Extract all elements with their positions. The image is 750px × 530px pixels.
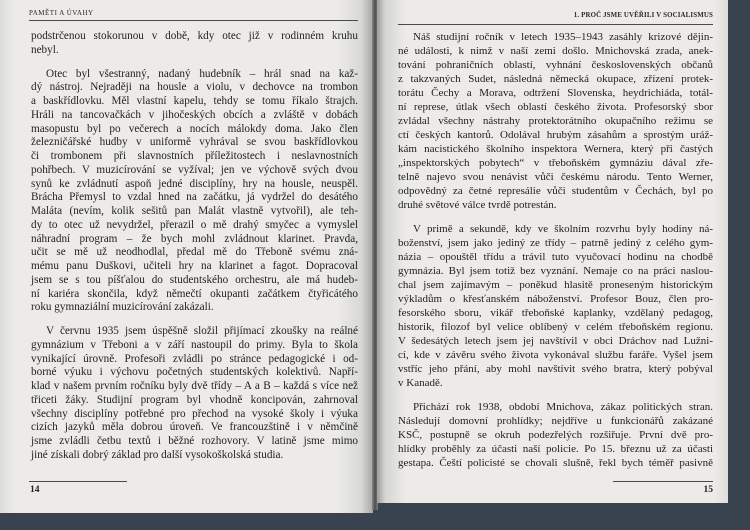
- text-line: názia – opouštěl třídu a trávil tuto vyučovací hodinu na chodbě: [398, 251, 713, 263]
- text-line: mému panu Duškovi, učiteli hry na klarinet a fagot. Dopracoval: [31, 260, 358, 272]
- header-rule: [29, 20, 358, 21]
- paragraph: [398, 400, 713, 470]
- paragraph: [31, 325, 358, 463]
- text-line: zvládal všechny nástrahy protektorátního okupačního režimu se: [398, 115, 713, 127]
- text-line: Maláta (nevím, kolik sešitů pan Malát vlastně vytvořil), ale teh-: [31, 205, 358, 217]
- text-line: jsem se s tou píšťalou do studentského orchestru, ale má hudeb-: [31, 273, 358, 286]
- text-line: ní kariéra skončila, když němečtí okupanti začátkem čtyřicátého: [31, 287, 358, 300]
- footer-rule: [29, 481, 127, 482]
- running-head: PAMĚTI A ÚVAHY: [29, 9, 94, 17]
- text-line: borné výuku i výchovu početných studentských kolektivů. Napří-: [31, 366, 358, 379]
- text-line: né události, k nimž v naší zemi došlo. Mnichovská zrada, anek-: [398, 45, 713, 57]
- text-line: náhradní program – že bych mohl zvládnout klarinet. Pravda,: [31, 232, 358, 245]
- text-line: telně najevo svou nenávist vůči českému národu. Tento Werner,: [398, 171, 713, 183]
- text-line: chal jsem zajímavým – poněkud hlasitě proneseným historickým: [398, 279, 713, 291]
- footer-rule: [613, 481, 713, 482]
- text-line: V červnu 1935 jsem úspěšně složil přijímací zkoušky na reálné: [46, 325, 358, 337]
- paragraph: [31, 30, 358, 58]
- page-number: 15: [703, 485, 713, 495]
- text-line: dý nástroj. Nejraději na housle a violu, v dechovce na trombon: [31, 81, 358, 94]
- text-line: z takzvaných Sudet, následná německá okupace, zřízení protek-: [398, 73, 713, 85]
- text-line: historik, filozof byl velice oblíbený v celém třeboňském regionu.: [398, 321, 713, 333]
- page-number: 14: [30, 485, 40, 495]
- text-line: gymnázia. Byl jsem totiž bez vyznání. Nemaje co na práci naslou-: [398, 265, 713, 277]
- text-line: odpovědný za četné represálie vůči studentům v Čechách, byl po: [398, 185, 713, 197]
- paragraph: [31, 68, 358, 316]
- text-line: Přichází rok 1938, období Mnichova, zákaz politických stran.: [413, 401, 713, 413]
- running-head: 1. PROČ JSME UVĚŘILI V SOCIALISMUS: [573, 12, 713, 19]
- page-text: [398, 30, 713, 470]
- text-line: V šedesátých letech jsem jej navštívil v obci Dráchov nad Lužni-: [398, 335, 713, 347]
- right-page: [377, 0, 728, 503]
- text-line: Otec byl všestranný, nadaný hudebník – hrál snad na kaž-: [46, 67, 358, 80]
- left-page: [0, 0, 373, 513]
- text-line: a baskřídlovku. Měl vlastní kapelu, tehdy se tomu říkalo štrajch.: [31, 95, 358, 107]
- text-line: dy to otec už nevydržel, přerazil o mě drahý smyčec a vymyslel: [31, 218, 358, 231]
- text-line: synů ke zvládnutí aspoň jedné disciplíny, hry na housle, neuspěl.: [31, 177, 358, 190]
- text-line: hlídky proběhly za účasti naší policie. Po 15. březnu už za účasti: [398, 443, 713, 455]
- text-line: druhé světové válce tvrdě potrestán.: [398, 199, 557, 211]
- text-line: výkladům o křesťanském náboženství. Profesor Bouz, člen pro-: [398, 293, 713, 305]
- text-line: všechny disciplíny potřebné pro přechod na vysoké školy i výuka: [31, 407, 358, 420]
- text-line: jsme zvládli četbu textů i běžné rozhovory. V latině jsme mimo: [31, 435, 358, 447]
- header-rule: [398, 24, 713, 25]
- text-line: jiné získali dobrý základ pro další vysokoškolská studia.: [31, 448, 284, 461]
- text-line: vynikající úrovně. Profesoři zvládli po stránce pedagogické i od-: [31, 352, 358, 365]
- text-line: podstrčenou stokorunou v době, kdy otec již v rodinném kruhu: [31, 30, 358, 42]
- text-line: torátu Čechy a Morava, odtržení Slovenska, heydrichiáda, totál-: [398, 87, 713, 99]
- text-line: V primě a sekundě, kdy ve školním rozvrhu byly hodiny ná-: [413, 223, 713, 235]
- text-line: gestapa. Čeští policisté se chovali slušně, řekl bych téměř pasivně: [398, 457, 713, 469]
- text-line: kám nacistického školního inspektora Wernera, který při častých: [398, 143, 713, 155]
- text-line: klad v našem prvním ročníku byly dvě třídy – A a B – každá s více než: [31, 380, 358, 392]
- text-line: vstříc jeho přání, aby mohl navštívit svého bratra, který pobýval: [398, 363, 713, 375]
- text-line: boženství, jsem jako jediný ze třídy – patrně jediný z celého gym-: [398, 237, 713, 249]
- text-line: cizích jazyků měla dobrou úroveň. Ve francouzštině i v němčině: [31, 421, 358, 434]
- text-line: ctí českých kantorů. Odolával hrubým zásahům a sprostým uráž-: [398, 129, 713, 141]
- text-line: masopustu byl po večerech a nocích málokdy doma. Jako člen: [31, 122, 358, 135]
- text-line: Náš studijní ročník v letech 1935–1943 zasáhly krizové dějin-: [413, 31, 713, 43]
- text-line: roku gymnaziální muzicírování zakázali.: [31, 301, 214, 314]
- text-line: učit se mě už neodhodlal, předal mě do Třeboně svému zná-: [31, 246, 358, 259]
- page-text: [31, 30, 358, 463]
- text-line: tování pohraničních oblastí, vyhnání československých občanů: [398, 59, 713, 71]
- text-line: cí, kde v závěru svého života vykonával službu faráře. Vyšel jsem: [398, 349, 713, 361]
- text-line: gymnázium v Třeboni a v září nastoupil do primy. Byla to škola: [31, 338, 358, 351]
- paragraph: [398, 30, 713, 212]
- text-line: Hráli na tancovačkách v jihočeských obcích a zvláště v dobách: [31, 108, 358, 121]
- text-line: Brácha Přemysl to vzdal hned na začátku, já vydržel do desátého: [31, 191, 358, 204]
- text-line: fesorského sboru, vikář třeboňské kaplanky, vzdělaný pedagog,: [398, 307, 713, 319]
- text-line: v Kanadě.: [398, 377, 443, 389]
- text-line: železničářské hudby v uniformě vyhrával se svou baskřídlovkou: [31, 136, 358, 149]
- text-line: pohřbech. V muzicírování se vyžíval; jen ve výchově svých dvou: [31, 163, 358, 176]
- text-line: „inspektorských pobytech“ v třeboňském gymnáziu dával zře-: [398, 157, 713, 169]
- text-line: třiceti žáky. Studijní program byl vhodně koncipován, zahrnoval: [31, 393, 358, 406]
- text-line: nebyl.: [31, 43, 59, 56]
- text-line: Následují domovní prohlídky; nejdříve u funkcionářů zakázané: [398, 415, 713, 427]
- text-line: KSČ, postupně se okruh podezřelých rozšiřuje. První dvě pro-: [398, 429, 713, 441]
- text-line: či trombonem při slavnostních příležitostech i neslavnostních: [31, 150, 358, 162]
- text-line: ní represe, útlak všech oblastí českého života. Profesorský sbor: [398, 101, 713, 113]
- paragraph: [398, 222, 713, 390]
